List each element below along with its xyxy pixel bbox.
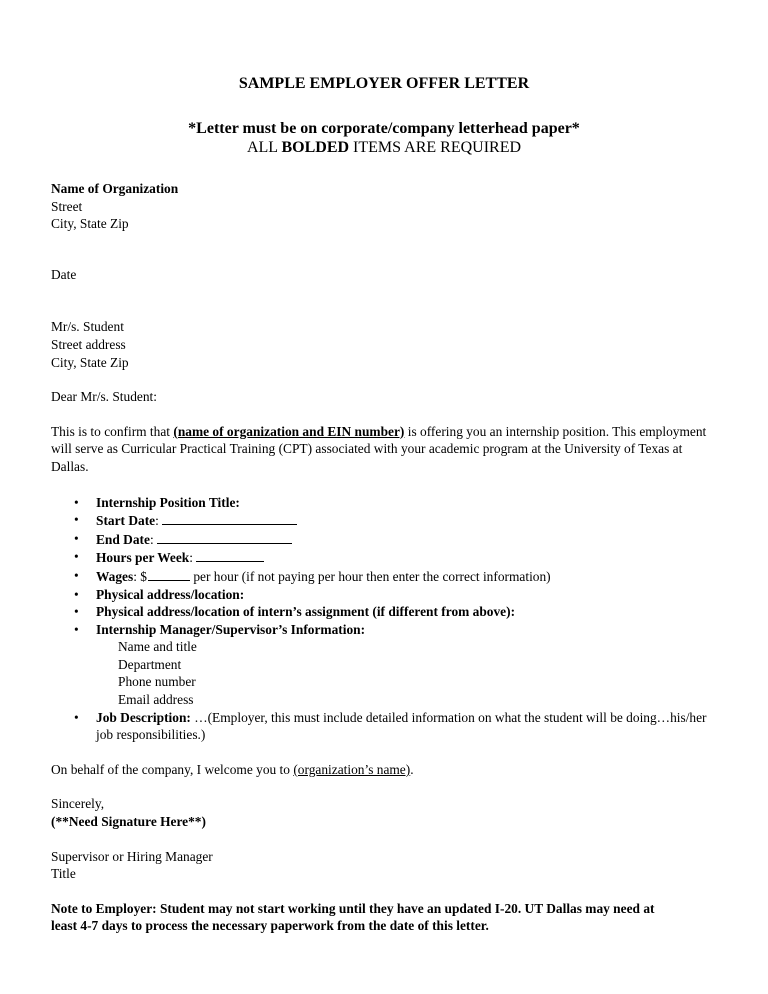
- recipient-street: Street address: [51, 336, 126, 352]
- required-note-prefix: ALL: [246, 139, 282, 156]
- start-date-label: Start Date: [96, 513, 156, 529]
- signer-role: Supervisor or Hiring Manager: [51, 848, 213, 864]
- wages-suffix: per hour (if not paying per hour then enter the correct information): [189, 568, 551, 584]
- manager-name-title: Name and title: [118, 639, 197, 655]
- manager-label: Internship Manager/Supervisor’s Information:: [96, 621, 366, 637]
- welcome-paragraph: [51, 761, 717, 779]
- hours-label: Hours per Week: [96, 550, 190, 566]
- end-date-label: End Date: [96, 531, 150, 547]
- required-note-suffix: ITEMS ARE REQUIRED: [349, 139, 522, 156]
- hours-blank: [196, 548, 264, 562]
- list-item: [96, 621, 717, 709]
- list-item: [96, 567, 717, 586]
- required-note-bold: BOLDED: [281, 139, 350, 156]
- hours-colon: :: [189, 550, 193, 566]
- sender-street: Street: [51, 198, 83, 214]
- intro-placeholder: (name of organization and EIN number): [173, 423, 405, 439]
- signature-placeholder: (**Need Signature Here**): [51, 814, 206, 830]
- page-title: SAMPLE EMPLOYER OFFER LETTER: [238, 75, 530, 92]
- position-title-label: Internship Position Title:: [96, 494, 240, 510]
- start-date-colon: :: [155, 513, 159, 529]
- wages-label: Wages: [96, 568, 134, 584]
- letter-date: Date: [51, 266, 77, 282]
- sender-city: City, State Zip: [51, 216, 129, 232]
- list-item: [96, 586, 717, 604]
- signoff: [51, 795, 717, 830]
- list-item: [96, 709, 717, 744]
- sender-address: [51, 180, 717, 233]
- wages-blank: [148, 567, 190, 581]
- list-item: [96, 530, 717, 549]
- employer-note: Note to Employer: Student may not start working until they have an updated I-20. UT Dallas may need at least 4-7 days to process the necessary paperwork from the date of this letter.: [51, 900, 655, 934]
- wages-currency: : $: [133, 568, 147, 584]
- manager-email: Email address: [118, 692, 194, 708]
- manager-phone: Phone number: [118, 674, 196, 690]
- end-date-colon: :: [149, 531, 154, 547]
- start-date-blank: [162, 511, 297, 525]
- manager-department: Department: [118, 656, 182, 672]
- address-label: Physical address/location:: [96, 586, 245, 602]
- intro-before: This is to confirm that: [51, 423, 174, 439]
- welcome-before: On behalf of the company, I welcome you to: [51, 761, 294, 777]
- list-item: [96, 511, 717, 530]
- intro-paragraph: [51, 423, 717, 476]
- intro-after: is offering you an internship position. This employment will serve as Curricular Practical Training (CPT) associated with your academic program at the University of Texas at Dallas.: [51, 423, 707, 474]
- signer-title: Title: [51, 866, 76, 882]
- recipient-city: City, State Zip: [51, 354, 129, 370]
- list-item: [96, 603, 717, 621]
- required-note: [51, 138, 717, 157]
- manager-fields: [96, 638, 717, 708]
- end-date-blank: [157, 530, 292, 544]
- signer-block: [51, 848, 717, 883]
- intern-address-label: Physical address/location of intern’s assignment (if different from above):: [96, 604, 516, 620]
- greeting: Dear Mr/s. Student:: [51, 389, 157, 405]
- welcome-after: .: [410, 761, 414, 777]
- list-item: [96, 548, 717, 567]
- list-item: [96, 494, 717, 512]
- sincerely-text: Sincerely,: [51, 796, 105, 812]
- welcome-placeholder: (organization’s name): [293, 761, 411, 777]
- job-description-label: Job Description:: [96, 709, 191, 725]
- letterhead-note: *Letter must be on corporate/company letterhead paper*: [188, 120, 580, 137]
- job-description-text: …(Employer, this must include detailed information on what the student will be doing…his/her job responsibilities.): [96, 709, 707, 743]
- recipient-name: Mr/s. Student: [51, 319, 124, 335]
- offer-details-list: [51, 494, 717, 744]
- recipient-address: [51, 318, 717, 371]
- organization-name: Name of Organization: [51, 181, 179, 196]
